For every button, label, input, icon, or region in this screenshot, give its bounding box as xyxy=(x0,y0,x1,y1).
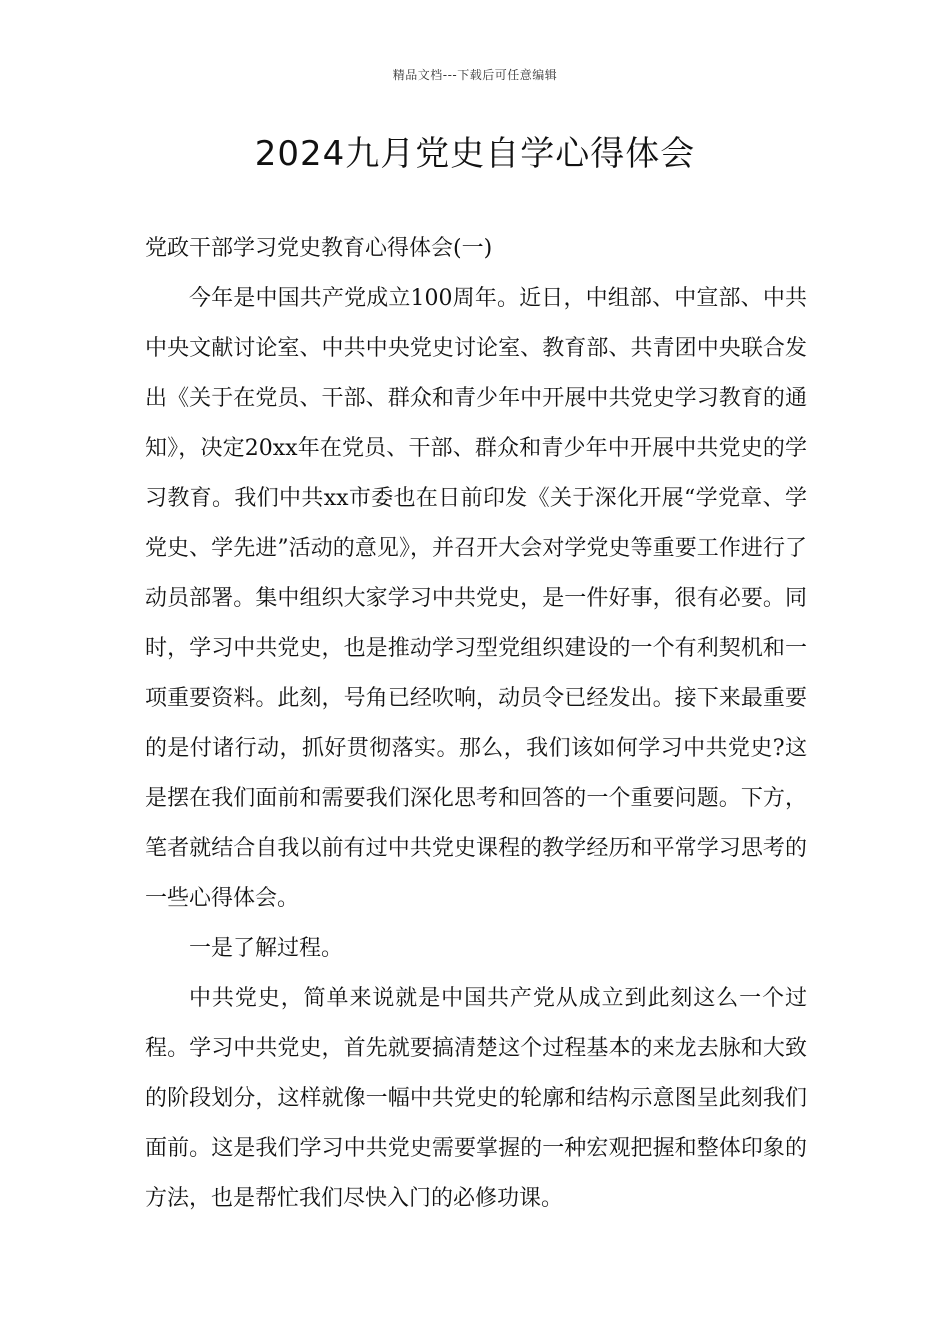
document-title: 2024九月党史自学心得体会 xyxy=(254,134,696,174)
section-subtitle: 党政干部学习党史教育心得体会(一) xyxy=(145,236,493,261)
document-body xyxy=(145,224,807,1224)
paragraph-intro: 今年是中国共产党成立100周年。近日，中组部、中宣部、中共中央文献讨论室、中共中央党史讨论室、教育部、共青团中央联合发出《关于在党员、干部、群众和青少年中开展中共党史学习教育的通知》，决定20xx年在党员、干部、群众和青少年中开展中共党史的学习教育。我们中共xx市委也在日前印发《关于深化开展“学党章、学党史、学先进”活动的意见》，并召开大会对学党史等重要工作进行了动员部署。集中组织大家学习中共党史，是一件好事，很有必要。同时，学习中共党史，也是推动学习型党组织建设的一个有利契机和一项重要资料。此刻，号角已经吹响，动员令已经发出。接下来最重要的是付诸行动，抓好贯彻落实。那么，我们该如何学习中共党史?这是摆在我们面前和需要我们深化思考和回答的一个重要问题。下方，笔者就结合自我以前有过中共党史课程的教学经历和平常学习思考的一些心得体会。 xyxy=(145,286,807,911)
paragraph-point-one: 一是了解过程。 xyxy=(189,936,344,961)
paragraph-point-one-body: 中共党史，简单来说就是中国共产党从成立到此刻这么一个过程。学习中共党史，首先就要搞清楚这个过程基本的来龙去脉和大致的阶段划分，这样就像一幅中共党史的轮廓和结构示意图呈此刻我们面前。这是我们学习中共党史需要掌握的一种宏观把握和整体印象的方法，也是帮忙我们尽快入门的必修功课。 xyxy=(145,986,807,1211)
page-header-note: 精品文档---下载后可任意编辑 xyxy=(392,68,558,82)
